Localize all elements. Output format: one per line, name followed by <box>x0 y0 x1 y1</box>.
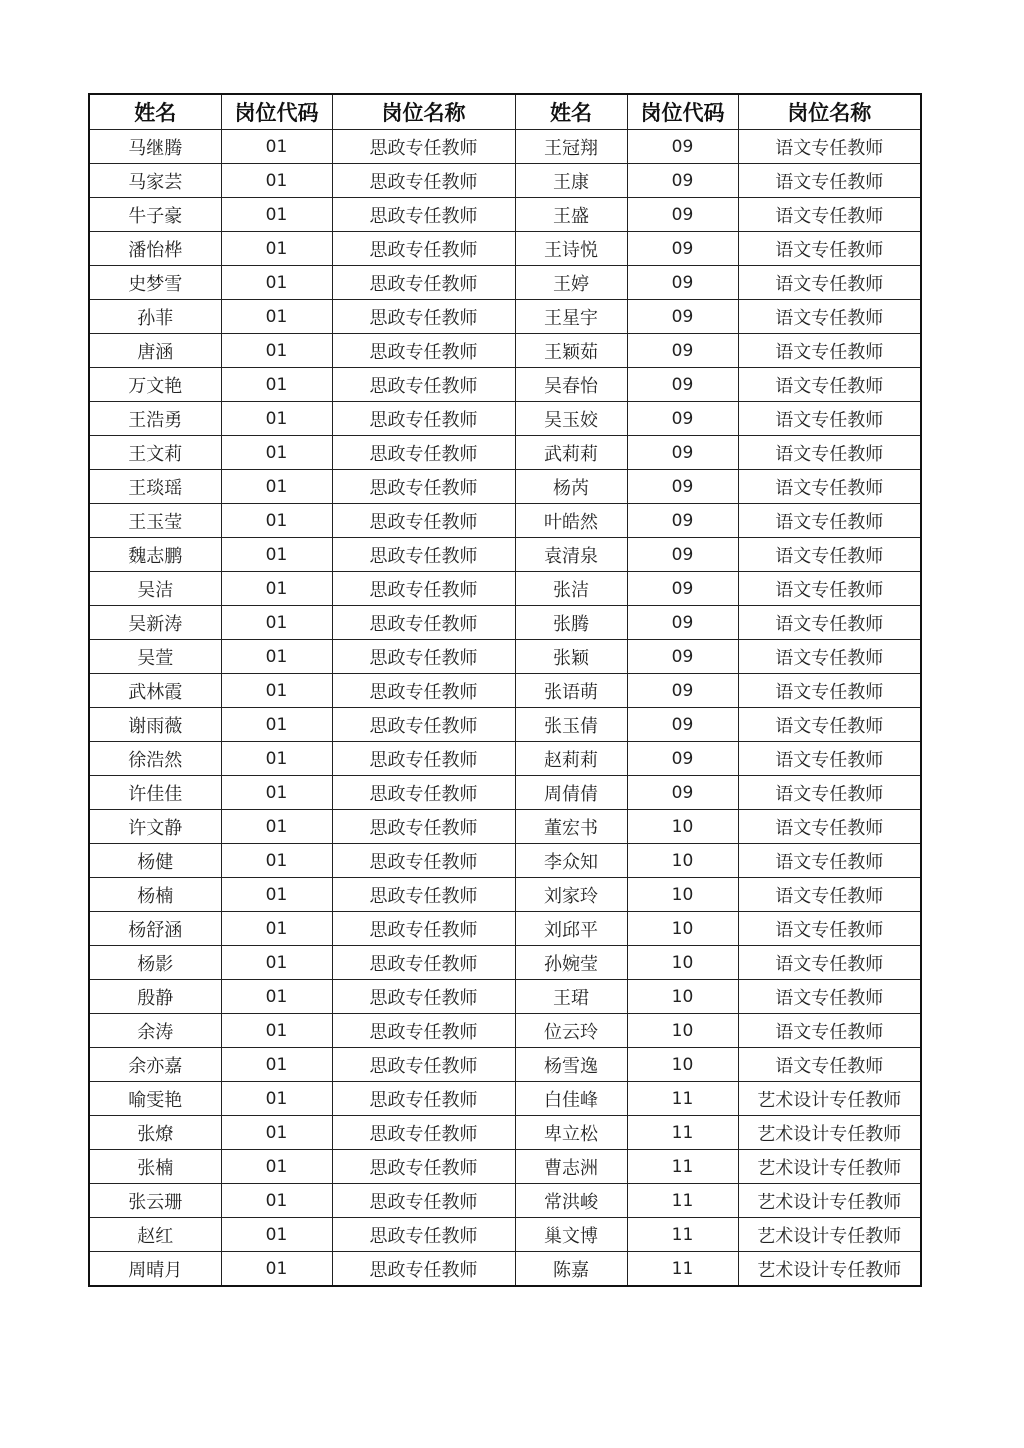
table-row <box>89 810 921 844</box>
position-code-cell: 01 <box>221 742 332 776</box>
position-code-cell: 01 <box>221 1082 332 1116</box>
header-position-code: 岗位代码 <box>221 94 332 130</box>
name-cell: 许佳佳 <box>89 776 221 810</box>
roster-table <box>88 93 922 1287</box>
name-cell: 白佳峰 <box>515 1082 627 1116</box>
position-title-cell: 思政专任教师 <box>332 776 515 810</box>
name-cell: 史梦雪 <box>89 266 221 300</box>
name-cell: 牛子豪 <box>89 198 221 232</box>
table-row <box>89 1116 921 1150</box>
name-cell: 余涛 <box>89 1014 221 1048</box>
position-title-cell: 思政专任教师 <box>332 572 515 606</box>
name-cell: 王浩勇 <box>89 402 221 436</box>
position-title-cell: 艺术设计专任教师 <box>738 1184 921 1218</box>
table-row <box>89 606 921 640</box>
position-code-cell: 01 <box>221 1150 332 1184</box>
position-code-cell: 09 <box>627 198 738 232</box>
table-row <box>89 1082 921 1116</box>
table-row <box>89 912 921 946</box>
name-cell: 曹志洲 <box>515 1150 627 1184</box>
position-title-cell: 语文专任教师 <box>738 130 921 164</box>
table-row <box>89 300 921 334</box>
position-code-cell: 01 <box>221 198 332 232</box>
position-title-cell: 语文专任教师 <box>738 266 921 300</box>
name-cell: 吴春怡 <box>515 368 627 402</box>
name-cell: 陈嘉 <box>515 1252 627 1287</box>
position-code-cell: 01 <box>221 640 332 674</box>
table-row <box>89 368 921 402</box>
name-cell: 吴洁 <box>89 572 221 606</box>
position-title-cell: 思政专任教师 <box>332 1150 515 1184</box>
name-cell: 位云玲 <box>515 1014 627 1048</box>
position-code-cell: 10 <box>627 1048 738 1082</box>
position-code-cell: 11 <box>627 1184 738 1218</box>
name-cell: 张楠 <box>89 1150 221 1184</box>
position-title-cell: 语文专任教师 <box>738 776 921 810</box>
table-row <box>89 1048 921 1082</box>
name-cell: 徐浩然 <box>89 742 221 776</box>
position-code-cell: 01 <box>221 708 332 742</box>
position-title-cell: 语文专任教师 <box>738 946 921 980</box>
table-row <box>89 674 921 708</box>
table-row <box>89 538 921 572</box>
position-title-cell: 思政专任教师 <box>332 538 515 572</box>
table-row <box>89 232 921 266</box>
name-cell: 王婷 <box>515 266 627 300</box>
position-title-cell: 思政专任教师 <box>332 1082 515 1116</box>
position-code-cell: 01 <box>221 912 332 946</box>
name-cell: 董宏书 <box>515 810 627 844</box>
name-cell: 王冠翔 <box>515 130 627 164</box>
position-title-cell: 思政专任教师 <box>332 606 515 640</box>
position-code-cell: 09 <box>627 708 738 742</box>
table-row <box>89 844 921 878</box>
position-title-cell: 思政专任教师 <box>332 878 515 912</box>
position-title-cell: 思政专任教师 <box>332 946 515 980</box>
position-code-cell: 09 <box>627 742 738 776</box>
position-title-cell: 语文专任教师 <box>738 436 921 470</box>
position-title-cell: 艺术设计专任教师 <box>738 1116 921 1150</box>
position-code-cell: 01 <box>221 810 332 844</box>
position-code-cell: 10 <box>627 878 738 912</box>
position-code-cell: 01 <box>221 1184 332 1218</box>
position-code-cell: 11 <box>627 1116 738 1150</box>
header-position-code: 岗位代码 <box>627 94 738 130</box>
name-cell: 王星宇 <box>515 300 627 334</box>
position-code-cell: 09 <box>627 300 738 334</box>
header-name: 姓名 <box>89 94 221 130</box>
position-title-cell: 思政专任教师 <box>332 742 515 776</box>
table-row <box>89 470 921 504</box>
position-title-cell: 思政专任教师 <box>332 470 515 504</box>
name-cell: 王诗悦 <box>515 232 627 266</box>
position-code-cell: 01 <box>221 436 332 470</box>
position-code-cell: 09 <box>627 232 738 266</box>
name-cell: 魏志鹏 <box>89 538 221 572</box>
position-title-cell: 思政专任教师 <box>332 300 515 334</box>
position-code-cell: 01 <box>221 1252 332 1287</box>
name-cell: 卑立松 <box>515 1116 627 1150</box>
name-cell: 杨影 <box>89 946 221 980</box>
name-cell: 张腾 <box>515 606 627 640</box>
name-cell: 杨健 <box>89 844 221 878</box>
position-code-cell: 01 <box>221 1116 332 1150</box>
header-position-title: 岗位名称 <box>738 94 921 130</box>
name-cell: 王琰瑶 <box>89 470 221 504</box>
position-title-cell: 艺术设计专任教师 <box>738 1150 921 1184</box>
position-code-cell: 09 <box>627 470 738 504</box>
name-cell: 杨雪逸 <box>515 1048 627 1082</box>
position-code-cell: 01 <box>221 470 332 504</box>
position-code-cell: 01 <box>221 232 332 266</box>
position-code-cell: 09 <box>627 640 738 674</box>
name-cell: 王盛 <box>515 198 627 232</box>
position-title-cell: 语文专任教师 <box>738 572 921 606</box>
name-cell: 张颖 <box>515 640 627 674</box>
position-title-cell: 思政专任教师 <box>332 164 515 198</box>
position-code-cell: 01 <box>221 572 332 606</box>
header-position-title: 岗位名称 <box>332 94 515 130</box>
position-title-cell: 语文专任教师 <box>738 878 921 912</box>
position-code-cell: 09 <box>627 538 738 572</box>
position-code-cell: 09 <box>627 402 738 436</box>
name-cell: 马家芸 <box>89 164 221 198</box>
table-row <box>89 1252 921 1287</box>
position-title-cell: 思政专任教师 <box>332 1014 515 1048</box>
position-title-cell: 思政专任教师 <box>332 334 515 368</box>
name-cell: 王康 <box>515 164 627 198</box>
position-code-cell: 09 <box>627 334 738 368</box>
position-title-cell: 思政专任教师 <box>332 640 515 674</box>
position-code-cell: 01 <box>221 1014 332 1048</box>
position-code-cell: 01 <box>221 402 332 436</box>
position-code-cell: 10 <box>627 980 738 1014</box>
position-title-cell: 思政专任教师 <box>332 1218 515 1252</box>
position-title-cell: 艺术设计专任教师 <box>738 1082 921 1116</box>
position-title-cell: 语文专任教师 <box>738 606 921 640</box>
position-code-cell: 09 <box>627 606 738 640</box>
position-title-cell: 语文专任教师 <box>738 810 921 844</box>
position-code-cell: 01 <box>221 674 332 708</box>
name-cell: 袁清泉 <box>515 538 627 572</box>
table-row <box>89 572 921 606</box>
position-title-cell: 语文专任教师 <box>738 300 921 334</box>
table-row <box>89 708 921 742</box>
position-title-cell: 思政专任教师 <box>332 810 515 844</box>
name-cell: 杨舒涵 <box>89 912 221 946</box>
position-code-cell: 09 <box>627 266 738 300</box>
position-code-cell: 01 <box>221 130 332 164</box>
table-row <box>89 130 921 164</box>
position-title-cell: 语文专任教师 <box>738 1048 921 1082</box>
roster-body <box>89 130 921 1287</box>
table-row <box>89 402 921 436</box>
name-cell: 万文艳 <box>89 368 221 402</box>
position-title-cell: 思政专任教师 <box>332 504 515 538</box>
position-title-cell: 思政专任教师 <box>332 266 515 300</box>
position-code-cell: 01 <box>221 980 332 1014</box>
position-code-cell: 09 <box>627 776 738 810</box>
position-title-cell: 语文专任教师 <box>738 912 921 946</box>
position-title-cell: 思政专任教师 <box>332 436 515 470</box>
name-cell: 张洁 <box>515 572 627 606</box>
name-cell: 唐涵 <box>89 334 221 368</box>
name-cell: 赵红 <box>89 1218 221 1252</box>
position-title-cell: 思政专任教师 <box>332 1184 515 1218</box>
header-row <box>89 94 921 130</box>
position-code-cell: 01 <box>221 878 332 912</box>
position-title-cell: 语文专任教师 <box>738 334 921 368</box>
position-code-cell: 09 <box>627 130 738 164</box>
position-title-cell: 思政专任教师 <box>332 402 515 436</box>
header-name: 姓名 <box>515 94 627 130</box>
table-row <box>89 1014 921 1048</box>
name-cell: 潘怡桦 <box>89 232 221 266</box>
position-code-cell: 01 <box>221 1218 332 1252</box>
name-cell: 余亦嘉 <box>89 1048 221 1082</box>
name-cell: 武莉莉 <box>515 436 627 470</box>
name-cell: 周晴月 <box>89 1252 221 1287</box>
name-cell: 李众知 <box>515 844 627 878</box>
table-row <box>89 266 921 300</box>
table-row <box>89 1150 921 1184</box>
name-cell: 殷静 <box>89 980 221 1014</box>
position-code-cell: 01 <box>221 368 332 402</box>
name-cell: 周倩倩 <box>515 776 627 810</box>
name-cell: 巢文博 <box>515 1218 627 1252</box>
position-code-cell: 01 <box>221 606 332 640</box>
position-title-cell: 思政专任教师 <box>332 1116 515 1150</box>
position-title-cell: 艺术设计专任教师 <box>738 1218 921 1252</box>
name-cell: 杨芮 <box>515 470 627 504</box>
position-title-cell: 语文专任教师 <box>738 368 921 402</box>
position-title-cell: 思政专任教师 <box>332 1252 515 1287</box>
position-code-cell: 01 <box>221 164 332 198</box>
position-title-cell: 语文专任教师 <box>738 980 921 1014</box>
name-cell: 叶皓然 <box>515 504 627 538</box>
name-cell: 马继腾 <box>89 130 221 164</box>
table-row <box>89 198 921 232</box>
position-code-cell: 01 <box>221 538 332 572</box>
position-code-cell: 09 <box>627 368 738 402</box>
position-title-cell: 思政专任教师 <box>332 980 515 1014</box>
table-row <box>89 164 921 198</box>
position-code-cell: 09 <box>627 504 738 538</box>
name-cell: 谢雨薇 <box>89 708 221 742</box>
position-code-cell: 11 <box>627 1218 738 1252</box>
name-cell: 武林霞 <box>89 674 221 708</box>
name-cell: 刘家玲 <box>515 878 627 912</box>
position-code-cell: 10 <box>627 1014 738 1048</box>
name-cell: 吴新涛 <box>89 606 221 640</box>
position-title-cell: 语文专任教师 <box>738 402 921 436</box>
position-title-cell: 语文专任教师 <box>738 538 921 572</box>
name-cell: 吴玉姣 <box>515 402 627 436</box>
table-row <box>89 640 921 674</box>
name-cell: 王颖茹 <box>515 334 627 368</box>
position-code-cell: 09 <box>627 572 738 606</box>
position-code-cell: 11 <box>627 1252 738 1287</box>
position-title-cell: 思政专任教师 <box>332 674 515 708</box>
name-cell: 张玉倩 <box>515 708 627 742</box>
position-code-cell: 10 <box>627 946 738 980</box>
table-row <box>89 334 921 368</box>
position-title-cell: 语文专任教师 <box>738 164 921 198</box>
position-title-cell: 语文专任教师 <box>738 198 921 232</box>
position-title-cell: 语文专任教师 <box>738 470 921 504</box>
position-code-cell: 01 <box>221 844 332 878</box>
position-code-cell: 01 <box>221 504 332 538</box>
name-cell: 常洪峻 <box>515 1184 627 1218</box>
name-cell: 张燎 <box>89 1116 221 1150</box>
table-row <box>89 1218 921 1252</box>
name-cell: 刘邱平 <box>515 912 627 946</box>
name-cell: 王文莉 <box>89 436 221 470</box>
position-title-cell: 语文专任教师 <box>738 742 921 776</box>
table-row <box>89 742 921 776</box>
position-title-cell: 语文专任教师 <box>738 708 921 742</box>
position-title-cell: 思政专任教师 <box>332 130 515 164</box>
position-title-cell: 语文专任教师 <box>738 640 921 674</box>
table-row <box>89 946 921 980</box>
name-cell: 张语萌 <box>515 674 627 708</box>
position-title-cell: 思政专任教师 <box>332 232 515 266</box>
position-title-cell: 思政专任教师 <box>332 912 515 946</box>
position-title-cell: 思政专任教师 <box>332 198 515 232</box>
position-title-cell: 语文专任教师 <box>738 232 921 266</box>
name-cell: 喻雯艳 <box>89 1082 221 1116</box>
name-cell: 王珺 <box>515 980 627 1014</box>
position-code-cell: 10 <box>627 810 738 844</box>
position-code-cell: 09 <box>627 436 738 470</box>
position-code-cell: 01 <box>221 300 332 334</box>
name-cell: 赵莉莉 <box>515 742 627 776</box>
position-code-cell: 01 <box>221 1048 332 1082</box>
position-code-cell: 01 <box>221 776 332 810</box>
table-row <box>89 980 921 1014</box>
position-title-cell: 语文专任教师 <box>738 674 921 708</box>
position-title-cell: 语文专任教师 <box>738 844 921 878</box>
table-row <box>89 1184 921 1218</box>
name-cell: 张云珊 <box>89 1184 221 1218</box>
position-title-cell: 思政专任教师 <box>332 1048 515 1082</box>
position-title-cell: 语文专任教师 <box>738 1014 921 1048</box>
position-code-cell: 01 <box>221 946 332 980</box>
name-cell: 许文静 <box>89 810 221 844</box>
name-cell: 孙婉莹 <box>515 946 627 980</box>
name-cell: 杨楠 <box>89 878 221 912</box>
position-title-cell: 思政专任教师 <box>332 368 515 402</box>
position-title-cell: 思政专任教师 <box>332 708 515 742</box>
position-code-cell: 10 <box>627 912 738 946</box>
name-cell: 吴萱 <box>89 640 221 674</box>
position-code-cell: 09 <box>627 164 738 198</box>
table-row <box>89 776 921 810</box>
name-cell: 王玉莹 <box>89 504 221 538</box>
position-code-cell: 09 <box>627 674 738 708</box>
position-code-cell: 11 <box>627 1150 738 1184</box>
name-cell: 孙菲 <box>89 300 221 334</box>
position-title-cell: 艺术设计专任教师 <box>738 1252 921 1287</box>
table-row <box>89 878 921 912</box>
position-code-cell: 10 <box>627 844 738 878</box>
position-title-cell: 思政专任教师 <box>332 844 515 878</box>
position-code-cell: 01 <box>221 334 332 368</box>
table-row <box>89 436 921 470</box>
position-code-cell: 11 <box>627 1082 738 1116</box>
position-title-cell: 语文专任教师 <box>738 504 921 538</box>
position-code-cell: 01 <box>221 266 332 300</box>
table-row <box>89 504 921 538</box>
